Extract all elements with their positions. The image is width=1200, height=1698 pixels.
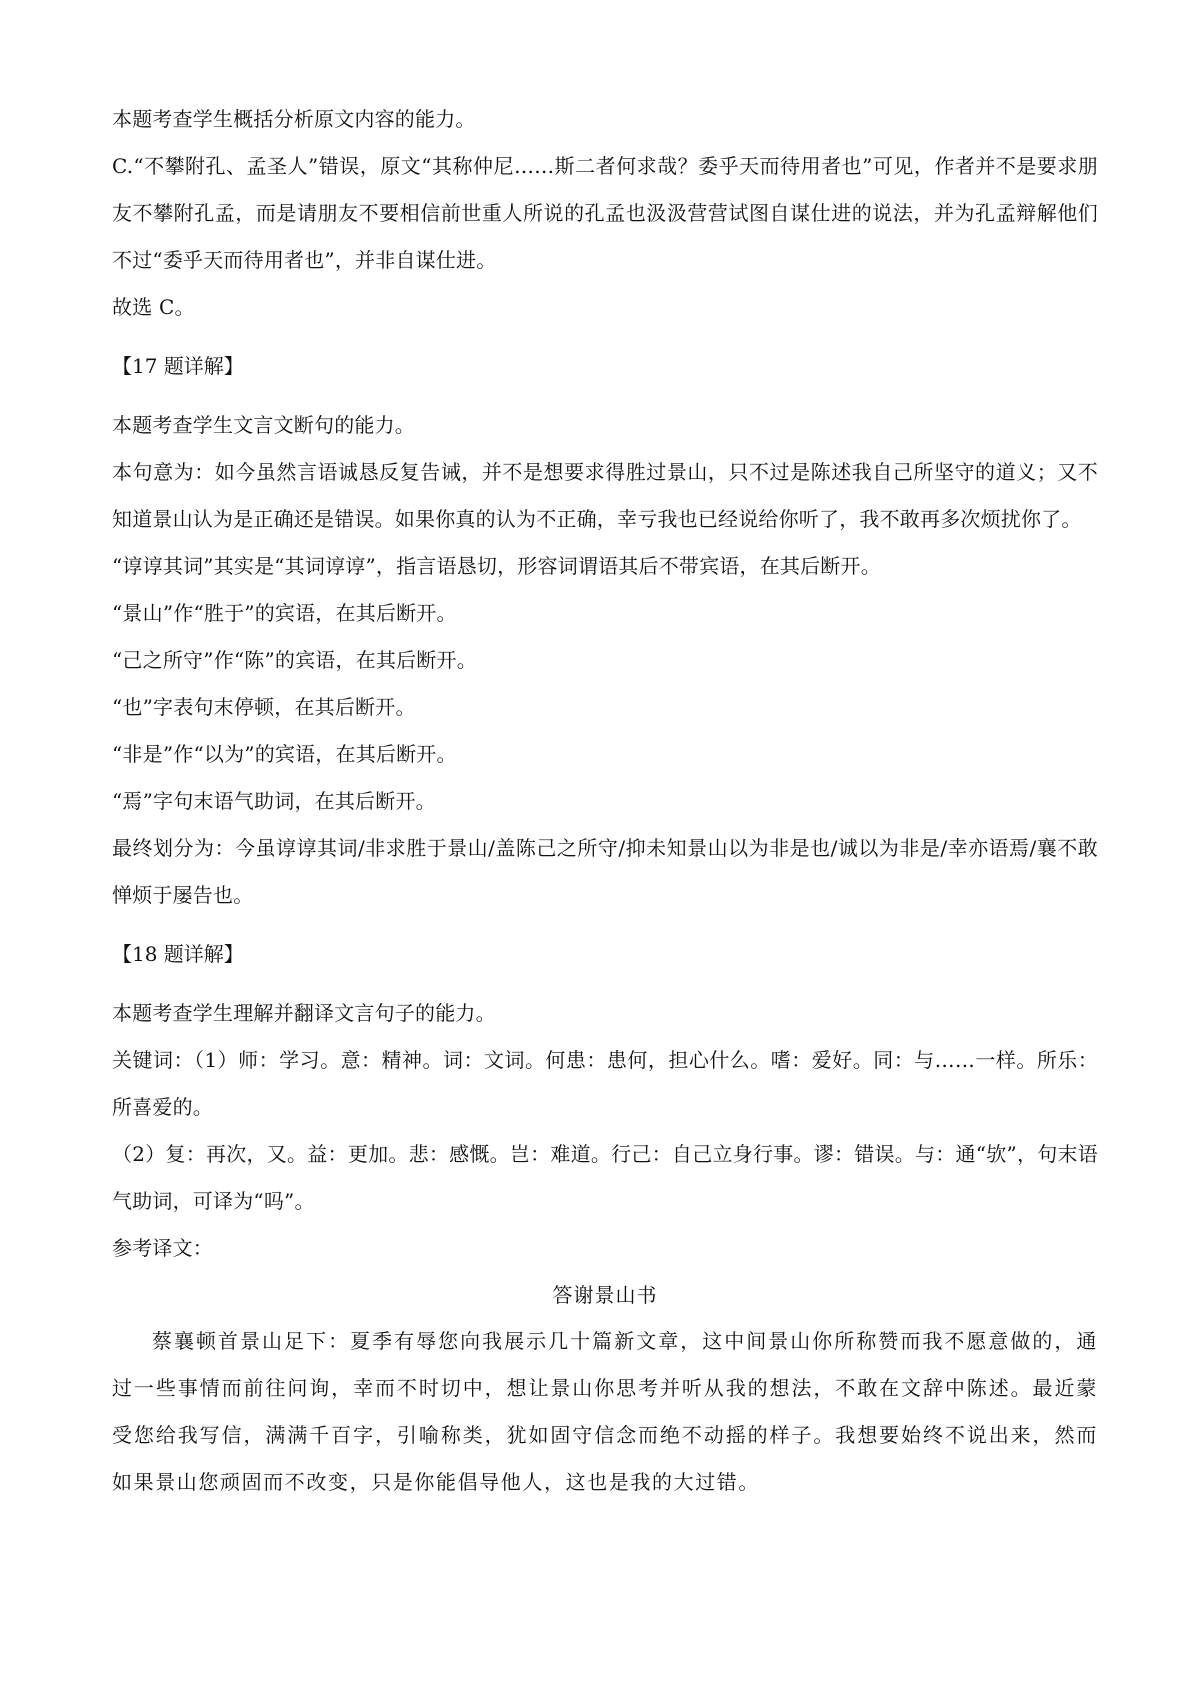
q17-line: “焉”字句末语气助词，在其后断开。 xyxy=(112,789,436,813)
spacer xyxy=(112,919,1098,931)
q18-keywords-2: （2）复：再次，又。益：更加。悲：感慨。岂：难道。行己：自己立身行事。谬：错误。与：通“欤”，句末语气助词，可译为“吗”。 xyxy=(112,1142,1098,1213)
q17-line: “景山”作“胜于”的宾语，在其后断开。 xyxy=(112,601,457,625)
translation-title: 答谢景山书 xyxy=(552,1283,658,1307)
spacer xyxy=(112,390,1098,402)
q17-line: “谆谆其词”其实是“其词谆谆”，指言语恳切，形容词谓语其后不带宾语，在其后断开。 xyxy=(112,554,881,578)
option-c-analysis: C.“不攀附孔、孟圣人”错误，原文“其称仲尼……斯二者何求哉？委乎天而待用者也”可见，作者并不是要求朋友不攀附孔孟，而是请朋友不要相信前世重人所说的孔孟也汲汲营营试图自谋仕进的说法，并为孔孟辩解他们不过“委乎天而待用者也”，并非自谋仕进。 xyxy=(112,154,1098,272)
translation-body: 蔡襄顿首景山足下：夏季有辱您向我展示几十篇新文章，这中间景山你所称赞而我不愿意做的，通过一些事情而前往问询，幸而不时切中，想让景山你思考并听从我的想法，不敢在文辞中陈述。最近蒙受您给我写信，满满千百字，引喻称类，犹如固守信念而绝不动摇的样子。我想要始终不说出来，然而如果景山您顽固而不改变，只是你能倡导他人，这也是我的大过错。 xyxy=(112,1329,1098,1494)
q18-keywords-1: 关键词：（1）师：学习。意：精神。词：文词。何患：患何，担心什么。嗜：爱好。同：与……一样。所乐：所喜爱的。 xyxy=(112,1048,1098,1119)
intro-line: 本题考查学生概括分析原文内容的能力。 xyxy=(112,107,476,131)
document-page xyxy=(112,96,1098,1506)
q17-line: 本句意为：如今虽然言语诚恳反复告诫，并不是想要求得胜过景山，只不过是陈述我自己所坚守的道义；又不知道景山认为是正确还是错误。如果你真的认为不正确，幸亏我也已经说给你听了，我不敢再多次烦扰你了。 xyxy=(112,460,1098,531)
q17-line: “己之所守”作“陈”的宾语，在其后断开。 xyxy=(112,648,477,672)
q17-line: “也”字表句末停顿，在其后断开。 xyxy=(112,695,416,719)
spacer xyxy=(112,978,1098,990)
q17-line: “非是”作“以为”的宾语，在其后断开。 xyxy=(112,742,457,766)
spacer xyxy=(112,331,1098,343)
q17-final-division: 最终划分为：今虽谆谆其词/非求胜于景山/盖陈己之所守/抑未知景山以为非是也/诚以为非是/幸亦语焉/襄不敢惮烦于屡告也。 xyxy=(112,836,1098,907)
q18-line: 本题考查学生理解并翻译文言句子的能力。 xyxy=(112,1001,496,1025)
q18-reference-label: 参考译文： xyxy=(112,1236,213,1260)
q18-heading: 【18 题详解】 xyxy=(112,942,244,966)
q17-line: 本题考查学生文言文断句的能力。 xyxy=(112,413,415,437)
q17-heading: 【17 题详解】 xyxy=(112,354,244,378)
answer-line: 故选 C。 xyxy=(112,295,195,319)
